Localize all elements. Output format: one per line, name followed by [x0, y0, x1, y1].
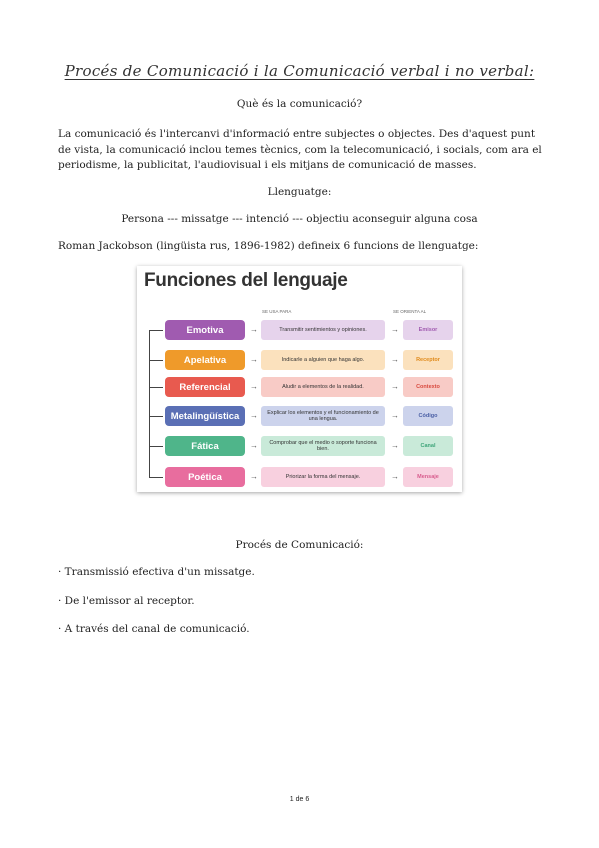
arrow-right-icon: →: [391, 441, 399, 450]
function-name: Referencial: [165, 377, 245, 397]
arrow-right-icon: →: [391, 472, 399, 481]
function-target: Código: [403, 406, 453, 426]
function-name: Metalingüística: [165, 406, 245, 426]
arrow-right-icon: →: [391, 325, 399, 334]
function-target: Canal: [403, 436, 453, 456]
jakobson-sentence: Roman Jackobson (lingüista rus, 1896-1982) defineix 6 funcions de llenguatge:: [58, 240, 479, 252]
process-heading: Procés de Comunicació:: [235, 539, 364, 551]
arrow-right-icon: →: [250, 382, 258, 391]
function-target: Contexto: [403, 377, 453, 397]
function-description: Aludir a elementos de la realidad.: [261, 377, 385, 397]
bracket-tick: [149, 330, 163, 331]
language-schema: Persona --- missatge --- intenció --- objectiu aconseguir alguna cosa: [121, 213, 478, 225]
bracket-tick: [149, 477, 163, 478]
arrow-right-icon: →: [391, 382, 399, 391]
figure-header-right: SE ORIENTA AL: [393, 309, 427, 314]
function-description: Priorizar la forma del mensaje.: [261, 467, 385, 487]
bullet-item: · De l'emissor al receptor.: [58, 595, 195, 607]
bullet-item: · A través del canal de comunicació.: [58, 623, 250, 635]
arrow-right-icon: →: [250, 325, 258, 334]
arrow-right-icon: →: [391, 411, 399, 420]
bullet-item: · Transmissió efectiva d'un missatge.: [58, 566, 255, 578]
arrow-right-icon: →: [250, 411, 258, 420]
arrow-right-icon: →: [391, 355, 399, 364]
definition-paragraph: La comunicació és l'intercanvi d'informació entre subjectes o objectes. Des d'aquest punt de vista, la comunicació inclou temes tècnics, com la telecomunicació, i socials, com ara el periodisme, la publicitat, l'audiovisual i els mitjans de comunicació de masses.: [58, 128, 542, 171]
function-name: Fática: [165, 436, 245, 456]
question-heading: Què és la comunicació?: [236, 98, 363, 110]
arrow-right-icon: →: [250, 441, 258, 450]
functions-figure: [137, 266, 462, 492]
language-heading: Llenguatge:: [267, 186, 332, 198]
function-target: Receptor: [403, 350, 453, 370]
bracket-tick: [149, 360, 163, 361]
figure-header-left: SE USA PARA: [262, 309, 292, 314]
page-number: 1 de 6: [289, 796, 310, 803]
function-description: Transmitir sentimientos y opiniones.: [261, 320, 385, 340]
arrow-right-icon: →: [250, 355, 258, 364]
page-title: Procés de Comunicació i la Comunicació verbal i no verbal:: [64, 62, 535, 80]
arrow-right-icon: →: [250, 472, 258, 481]
bracket-line: [149, 330, 164, 477]
function-name: Emotiva: [165, 320, 245, 340]
function-description: Comprobar que el medio o soporte funciona bien.: [261, 436, 385, 456]
function-name: Apelativa: [165, 350, 245, 370]
bracket-tick: [149, 416, 163, 417]
function-target: Mensaje: [403, 467, 453, 487]
function-description: Indicarle a alguien que haga algo.: [261, 350, 385, 370]
function-description: Explicar los elementos y el funcionamiento de una lengua.: [261, 406, 385, 426]
function-target: Emisor: [403, 320, 453, 340]
function-name: Poética: [165, 467, 245, 487]
figure-title: Funciones del lenguaje: [144, 270, 348, 291]
bracket-tick: [149, 387, 163, 388]
bracket-tick: [149, 446, 163, 447]
